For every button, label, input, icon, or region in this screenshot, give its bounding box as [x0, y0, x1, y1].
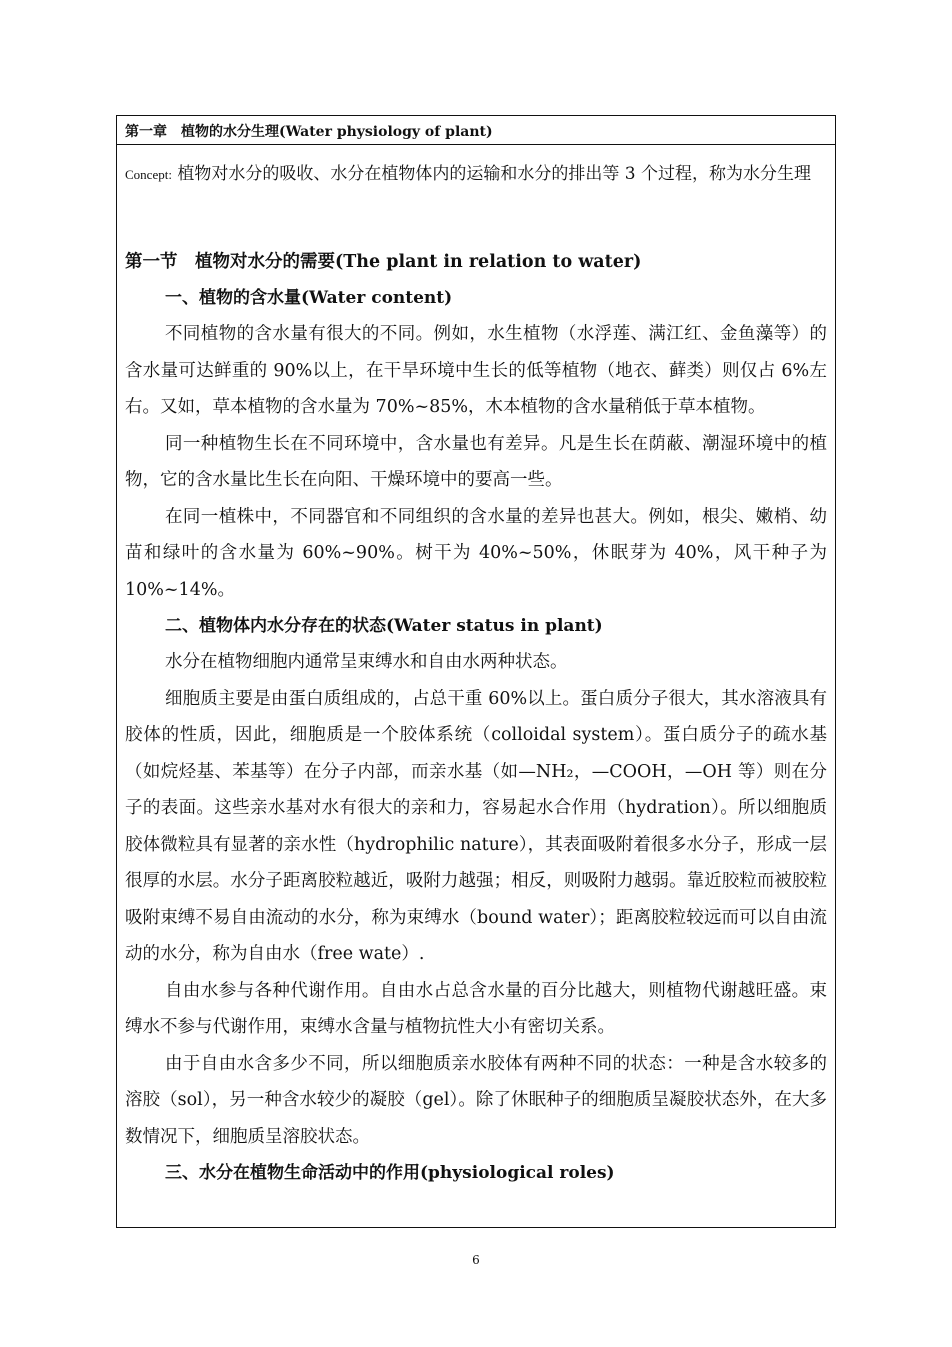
section-body: [125, 280, 827, 1191]
page-number: 6: [472, 1253, 480, 1267]
paragraph: 在同一植株中，不同器官和不同组织的含水量的差异也甚大。例如，根尖、嫩梢、幼苗和绿叶的含水量为 60%~90%。树干为 40%~50%，休眠芽为 40%，风干种子为 10%~14%。: [125, 506, 827, 600]
content-body: [125, 160, 827, 1183]
subsection-title: 二、植物体内水分存在的状态(Water status in plant): [165, 616, 603, 636]
subsection-title: 三、水分在植物生命活动中的作用(physiological roles): [165, 1163, 615, 1183]
section-title: 第一节 植物对水分的需要(The plant in relation to water): [125, 252, 642, 272]
paragraph: 由于自由水含多少不同，所以细胞质亲水胶体有两种不同的状态：一种是含水较多的溶胶（sol），另一种含水较少的凝胶（gel）。除了休眠种子的细胞质呈凝胶状态外，在大多数情况下，细胞质呈溶胶状态。: [125, 1053, 827, 1147]
concept-label: Concept:: [125, 167, 172, 182]
paragraph: 不同植物的含水量有很大的不同。例如，水生植物（水浮莲、满江红、金鱼藻等）的含水量可达鲜重的 90%以上，在干旱环境中生长的低等植物（地衣、藓类）则仅占 6%左右。又如，草本植物的含水量为 70%~85%，木本植物的含水量稍低于草本植物。: [125, 324, 827, 417]
concept-definition: [125, 160, 827, 189]
chapter-header-row: [117, 116, 835, 145]
paragraph: 同一种植物生长在不同环境中，含水量也有差异。凡是生长在荫蔽、潮湿环境中的植物，它的含水量比生长在向阳、干燥环境中的要高一些。: [125, 433, 827, 490]
chapter-title: 第一章 植物的水分生理(Water physiology of plant): [125, 124, 493, 140]
paragraph: 细胞质主要是由蛋白质组成的，占总干重 60%以上。蛋白质分子很大，其水溶液具有胶体的性质，因此，细胞质是一个胶体系统（colloidal system）。蛋白质分子的疏水基（如烷烃基、苯基等）在分子内部，而亲水基（如—NH₂，—COOH，—OH 等）则在分子的表面。这些亲水基对水有很大的亲和力，容易起水合作用（hydration）。所以细胞质胶体微粒具有显著的亲水性（hydrophilic nature），其表面吸附着很多水分子，形成一层很厚的水层。水分子距离胶粒越近，吸附力越强；相反，则吸附力越弱。靠近胶粒而被胶粒吸附束缚不易自由流动的水分，称为束缚水（bound water）；距离胶粒较远而可以自由流动的水分，称为自由水（free wate）.: [125, 688, 827, 964]
paragraph: 水分在植物细胞内通常呈束缚水和自由水两种状态。: [165, 652, 568, 672]
subsection-title: 一、植物的含水量(Water content): [165, 288, 453, 308]
content-frame: [116, 115, 836, 1228]
concept-text: 植物对水分的吸收、水分在植物体内的运输和水分的排出等 3 个过程，称为水分生理: [177, 164, 811, 184]
paragraph: 自由水参与各种代谢作用。自由水占总含水量的百分比越大，则植物代谢越旺盛。束缚水不参与代谢作用，束缚水含量与植物抗性大小有密切关系。: [125, 980, 827, 1037]
